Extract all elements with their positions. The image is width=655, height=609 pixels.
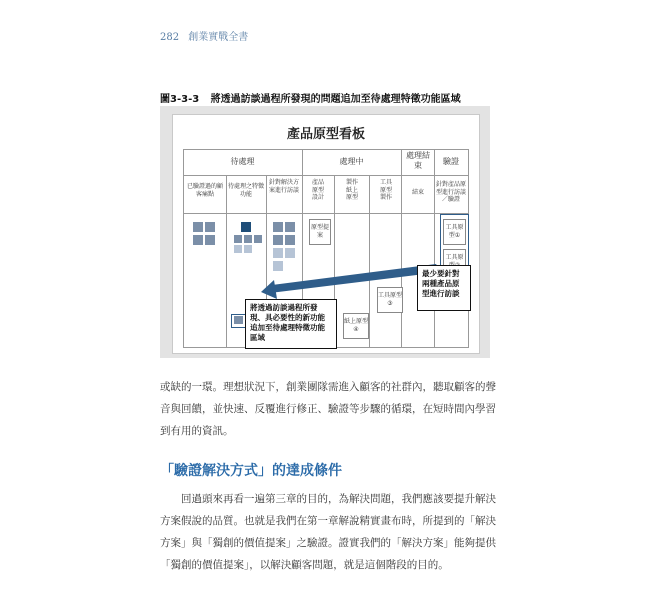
- card-tool-prototype-2: 工具原: [443, 249, 466, 275]
- group-done: 處理結束: [406, 151, 430, 170]
- card-prototype-proposal: 原型提案: [309, 219, 331, 245]
- group-verify: 驗證: [443, 157, 459, 166]
- figure-caption: [160, 90, 461, 105]
- callout-interview-two: 最少要針對兩種產品原型進行訪談: [417, 265, 471, 311]
- page-header: [160, 28, 248, 43]
- figure-caption-text: 將透過訪談過程所發現的問題追加至待處理特徵功能區域: [210, 94, 461, 105]
- section-title: 「驗證解決方式」的達成條件: [160, 463, 342, 479]
- group-pending: 待處理: [230, 157, 255, 166]
- book-title: 創業實戰全書: [188, 32, 249, 43]
- board-title: 產品原型看板: [286, 127, 365, 142]
- column-c6: 工具原型製作: [379, 179, 392, 201]
- paragraph-1: 或缺的一環。理想狀況下，創業團隊需進入顧客的社群內，聽取顧客的聲音與回饋，並快速、反覆進行修正、驗證等步驟的循環，在短時間內學習到有用的資訊。: [160, 381, 496, 437]
- column-c1: 已驗證過的顧客痛點: [186, 183, 223, 198]
- paragraph-2: 回過頭來再看一遍第三章的目的，為解決問題，我們應該要提升解決方案假說的品質。也就是我們在第一章解說精實畫布時，所提到的「解決方案」與「獨創的價值提案」之驗證。證實我們的「解決方案」能夠提供「獨創的價值提案」，以解決顧客問題，就是這個階段的目的。: [160, 493, 496, 571]
- card-paper-prototype-4: 紙上原型④: [343, 313, 369, 339]
- column-c8: 針對產品原型進行訪談／驗證: [435, 181, 466, 203]
- kanban-figure: [160, 106, 490, 358]
- column-c7: 結束: [411, 189, 424, 196]
- column-c3: 針對解決方案進行訪談: [268, 179, 299, 194]
- card-tool-prototype-3: 工具原型③: [377, 287, 403, 313]
- page-number: 282: [160, 32, 180, 43]
- kanban-board: [172, 114, 480, 354]
- group-in-progress: 處理中: [339, 157, 364, 166]
- card-tool-prototype-1: 工具原型①: [443, 219, 466, 245]
- column-c5: 製作紙上原型: [345, 179, 358, 201]
- callout-new-feature: 將透過訪談過程所發現、具必要性的新功能追加至待處理特徵功能區域: [245, 299, 337, 349]
- column-c2: 待處理之特徵功能: [228, 183, 265, 198]
- column-c4: 產品原型設計: [311, 179, 324, 201]
- figure-number: 圖3-3-3: [160, 94, 200, 105]
